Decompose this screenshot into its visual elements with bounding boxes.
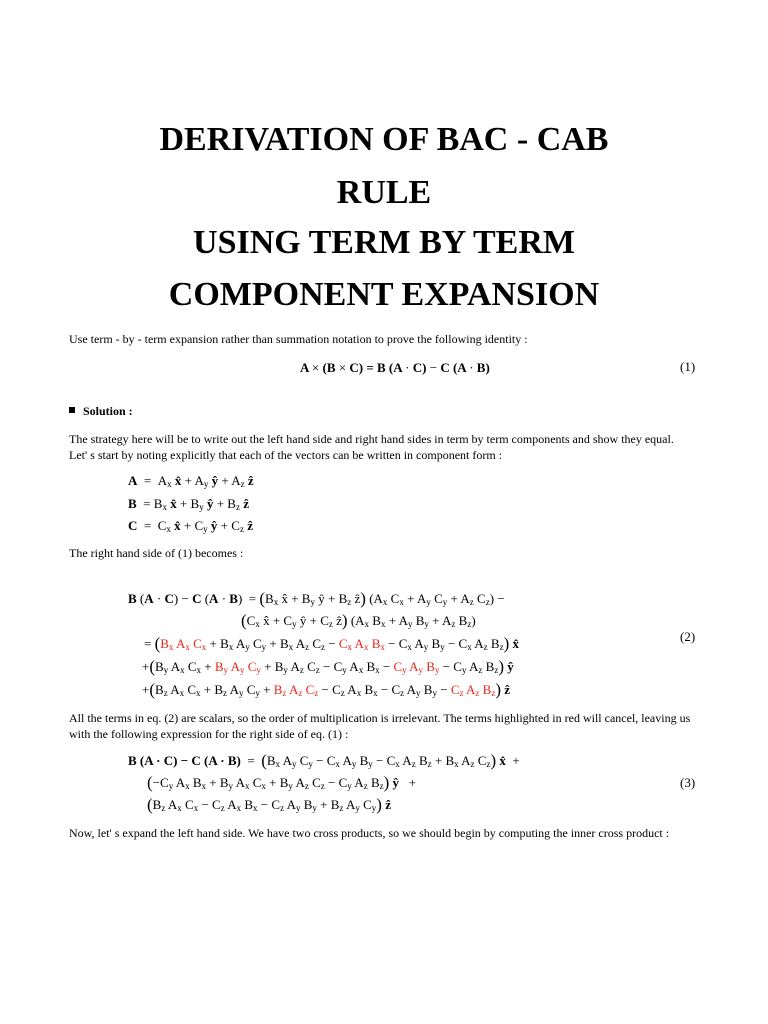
- scalars-line-2: with the following expression for the right side of eq. (1) :: [69, 727, 349, 741]
- equation-number-3: (3): [680, 775, 696, 790]
- intro-text: Use term - by - term expansion rather than summation notation to prove the following identity :: [69, 332, 528, 346]
- solution-heading: [69, 403, 133, 419]
- title-line-3: USING TERM BY TERM: [193, 224, 575, 261]
- eq3-line-2: ($-C_y$ $A_x$ $B_x + B_y$ $A_x$ $C_x + B_y$ $A_z$ $C_z - C_y$ $A_z$ $B_z$) ŷ +: [147, 773, 417, 792]
- eq2-line-2: ($C_x$ x̂ + $C_y$ ŷ + $C_z$ ẑ) ($A_x$ $B_x + A_y$ $B_y + A_z$ $B_z$): [241, 611, 476, 630]
- strategy-line-2: Let' s start by noting explicitly that each of the vectors can be written in component form :: [69, 448, 503, 462]
- component-a: $A = A_x$ x̂ + $A_y$ ŷ + $A_z$ ẑ: [128, 473, 254, 489]
- rhs-intro: The right hand side of (1) becomes :: [69, 546, 244, 560]
- strategy-line-1: The strategy here will be to write out the left hand side and right hand sides in term by term components and show they equal.: [69, 432, 674, 446]
- eq2-line-4: $+(B_y$ $A_x$ $C_x + B_y$ $A_y$ $C_y + B_y$ $A_z$ $C_z - C_y$ $A_x$ $B_x - C_y$ $A_y$ $B_y - C_y$ $A_z$ $B_z$) ŷ: [142, 657, 514, 676]
- equation-number-1: (1): [680, 359, 696, 374]
- equation-number-2: (2): [680, 629, 696, 644]
- eq3-line-3: ($B_z$ $A_x$ $C_x - C_z$ $A_x$ $B_x - C_z$ $A_y$ $B_y + B_z$ $A_y$ $C_y$) ẑ: [147, 795, 391, 814]
- title-line-1: DERIVATION OF BAC - CAB: [159, 121, 609, 158]
- component-c: $C = C_x$ x̂ + $C_y$ ŷ + $C_z$ ẑ: [128, 518, 253, 534]
- solution-heading-text: Solution :: [83, 404, 133, 418]
- closing-text: Now, let' s expand the left hand side. We have two cross products, so we should begin by computing the inner cross product :: [69, 826, 670, 840]
- scalars-line-1: All the terms in eq. (2) are scalars, so the order of multiplication is irrelevant. The terms highlighted in red will cancel, leaving us: [69, 711, 691, 725]
- eq2-line-1: B (A · C) − C $(A \cdot B) = (B_x$ x̂ + $B_y$ ŷ + $B_z$ ẑ) ($A_x$ $C_x + A_y$ $C_y + A_z$ $C_z$) −: [128, 589, 505, 608]
- component-b: $B = B_x$ x̂ + $B_y$ ŷ + $B_z$ ẑ: [128, 496, 249, 512]
- title-line-4: COMPONENT EXPANSION: [168, 276, 600, 313]
- eq2-line-5: $+(B_z$ $A_x$ $C_x + B_z$ $A_y$ $C_y + B_z$ $A_z$ $C_z - C_z$ $A_x$ $B_x - C_z$ $A_y$ $B_y - C_z$ $A_z$ $B_z$) ẑ: [142, 680, 511, 699]
- eq3-line-1: B (A · C) − C $(A \cdot B) = (B_x$ $A_y$ $C_y - C_x$ $A_y$ $B_y - C_x$ $A_z$ $B_z + B_x$ $A_z$ $C_z$) x̂ +: [128, 751, 520, 770]
- title-line-2: RULE: [336, 174, 432, 211]
- eq2-line-3: = ($B_x$ $A_x$ $C_x + B_x$ $A_y$ $C_y + B_x$ $A_z$ $C_z - C_x$ $A_x$ $B_x - C_x$ $A_y$ $B_y - C_x$ $A_z$ $B_z$) x̂: [144, 634, 519, 653]
- identity-equation: A × (B × C) = B (A · C) − C (A · B): [300, 360, 490, 375]
- bullet-icon: [69, 407, 75, 413]
